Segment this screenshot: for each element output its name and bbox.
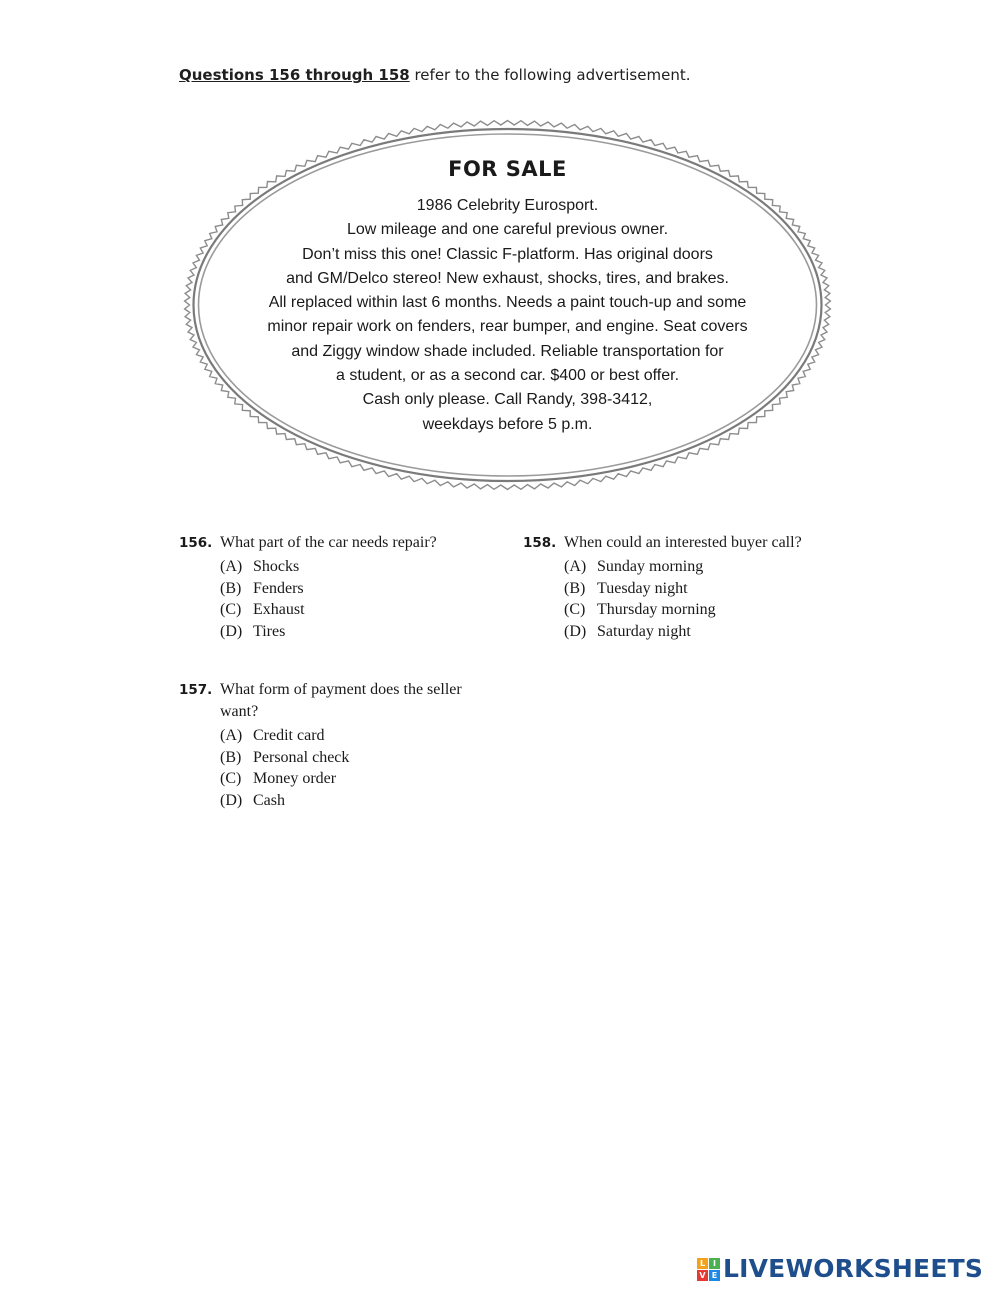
question-number: 156. bbox=[179, 535, 213, 551]
answer-option-d[interactable]: (D) Cash bbox=[220, 791, 285, 809]
answer-option-c[interactable]: (C) Money order bbox=[220, 770, 337, 787]
ad-line: All replaced within last 6 months. Needs a paint touch-up and some bbox=[268, 294, 747, 312]
logo-tile: V bbox=[697, 1270, 708, 1281]
ad-line: and Ziggy window shade included. Reliable transportation for bbox=[291, 342, 724, 360]
logo-tile: I bbox=[709, 1258, 720, 1269]
ad-line: minor repair work on fenders, rear bumper, and engine. Seat covers bbox=[267, 318, 748, 336]
answer-option-c[interactable]: (C) Thursday morning bbox=[564, 601, 716, 618]
ad-line: Don’t miss this one! Classic F-platform. Has original doors bbox=[302, 245, 713, 263]
logo-tile: L bbox=[697, 1258, 708, 1269]
answer-option-d[interactable]: (D) Tires bbox=[220, 622, 286, 640]
question-text: When could an interested buyer call? bbox=[564, 534, 802, 551]
question-156 bbox=[179, 532, 479, 642]
answer-option-b[interactable]: (B) Tuesday night bbox=[564, 579, 688, 597]
answer-option-c[interactable]: (C) Exhaust bbox=[220, 601, 305, 618]
ad-line: 1986 Celebrity Eurosport. bbox=[416, 197, 599, 214]
logo-mark-icon bbox=[697, 1258, 720, 1281]
answer-option-b[interactable]: (B) Fenders bbox=[220, 579, 304, 597]
ad-title: FOR SALE bbox=[448, 157, 567, 181]
answer-option-d[interactable]: (D) Saturday night bbox=[564, 622, 691, 640]
intro-question-range: Questions 156 through 158 bbox=[179, 66, 410, 84]
logo-tile: E bbox=[709, 1270, 720, 1281]
passage-intro bbox=[179, 66, 690, 84]
question-number: 157. bbox=[179, 682, 213, 698]
intro-rest: refer to the following advertisement. bbox=[409, 66, 691, 84]
answer-option-a[interactable]: (A) Sunday morning bbox=[564, 558, 704, 575]
ad-line: a student, or as a second car. $400 or best offer. bbox=[335, 367, 680, 385]
ad-line: and GM/Delco stereo! New exhaust, shocks, tires, and brakes. bbox=[286, 269, 729, 287]
ad-line: Low mileage and one careful previous owner. bbox=[346, 221, 669, 239]
question-157 bbox=[179, 679, 484, 811]
logo-text: LIVEWORKSHEETS bbox=[723, 1254, 984, 1283]
answer-option-a[interactable]: (A) Shocks bbox=[220, 558, 300, 575]
ad-line: weekdays before 5 p.m. bbox=[422, 415, 593, 433]
question-158 bbox=[523, 532, 843, 642]
question-number: 158. bbox=[523, 535, 557, 551]
question-text: What part of the car needs repair? bbox=[220, 534, 437, 551]
liveworksheets-logo[interactable] bbox=[697, 1255, 983, 1283]
answer-option-a[interactable]: (A) Credit card bbox=[220, 727, 325, 744]
advertisement bbox=[175, 158, 840, 437]
answer-option-b[interactable]: (B) Personal check bbox=[220, 748, 350, 766]
ad-line: Cash only please. Call Randy, 398-3412, bbox=[362, 391, 653, 409]
question-text: What form of payment does the seller want? bbox=[220, 681, 462, 720]
